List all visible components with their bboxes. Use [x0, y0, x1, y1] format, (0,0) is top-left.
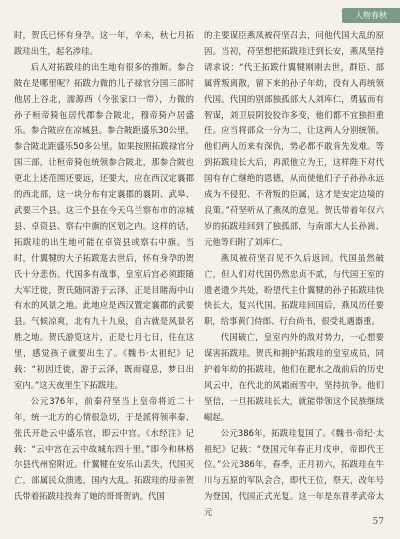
right-column	[204, 28, 384, 518]
article-body	[14, 28, 384, 518]
paragraph: 公元376年，前秦苻坚当上皇帝将近二十年，统一北方的心情很急切，于是派将领率秦、张氏开赴云中盛乐宫，即云中宫。《水经注》记载：“云中宫在云中故城东四十里。”即今和林格尔县代州窑附近。什翼犍在安乐山丢失，代国灭亡，部属民众溃逃，国内大乱。拓跋珪的母亲贺氏带着拓跋珪投奔了她的哥哥贺讷。代国	[14, 395, 194, 502]
paragraph: 时，贺氏已怀有身孕。这一年，辛未，秋七月拓跋珪出生，起名涉珪。	[14, 30, 194, 56]
section-tab: 人物春秋	[342, 8, 400, 23]
paragraph: 公元386年，拓跋珪复国了。《魏书·帝纪·太祖纪》记载：“登国元年春正月戊申，帝即代王位。”公元386年，春季，正月初六，拓跋珪在牛川与五原的军队会合，即代王位，祭天，改年号为登国，代国正式光复。这一年是东晋孝武帝太元	[204, 427, 384, 518]
paragraph: 燕凤被苻坚召见不久后返回。代国虽然破亡，但人们对代国仍然忠贞不贰，与代国王室的遗老遗少共处，盼望代主什翼犍的孙子拓跋珪快快长大，复兴代国。拓跋珪回国后，燕凤历任要职，给事黄门侍郎、行台尚书，很受礼遇器重。	[204, 252, 384, 327]
paragraph: 的主要谋臣燕凤被苻坚召去，问他代国大乱的原因。当初，苻坚想把拓跋珪迁到长安，燕凤坚持请求说：“代王拓跋什翼犍刚刚去世，群臣、部属背叛离散，留下来的孙子年幼，没有人再统领代国。代国的别部独孤部大人刘库仁，勇猛而有智谋，刘卫辰阴狡狡诈多变，他们都不宜独担重任。应当将部众一分为二，让这两人分别统领。他们两人历来有深仇，势必都不敢肯先发难。等到拓跋珪长大后，再派他立为王，这样陛下对代国有存亡继绝的恩德，从而使他们子子孙孙永远成为不侵犯、不背叛的臣属，这才是安定边境的良策。”苻坚听从了燕凤的意见。贺氏带着年仅六岁的拓跋珪回到了独孤部，与南部大人长孙嵩、元他等归附了刘库仁。	[204, 30, 384, 247]
paragraph: 代国破亡，皇室内外的敌对势力，一心想要谋害拓跋珪。贺氏和拥护拓跋珪的皇室成员，同护着年幼的拓跋珪，他们在淝水之战前后的历史风云中，在代北的风霜雨雪中，坚持抗争。他们坚信，一旦拓跋珪长大，就能带领这个民族继续崛起。	[204, 332, 384, 422]
paragraph: 后人对拓跋珪的出生地有很多的推断。参合陂在是哪里呢？拓跋力微的儿子禄官分国三部时他居上谷北，濡源西（今张家口一带），力微的孙子桓帝猗㐌居代郡参合陂北，穆帝猗卢居盛乐。参合陂应在凉城县。参合陂距盛乐30公里，参合陂北距盛乐50多公里。如果按照拓跋禄官分国三部，让桓帝猗㐌统领参合陂北，那参合陂也更北上述范围还要远，还要大，应在西汉定襄郡的西北部，这一块分布有定襄郡的襄阴、武皋、武要三个县。这三个县在今天乌兰察布市的凉城县、卓资县、察右中旗的区划之内。这样的话，拓跋珪的出生地可能在卓资县或察右中旗。当时，什翼犍的大子拓跋寔去世后，怀有身孕的贺氏十分悲伤。代国多有战事，皇室后宫必须跟随大军迁徙，贺氏随同游于云泽，正是目睹海中山有水的风景之地。此地应是西汉置定襄郡的武要县。气候凉爽，北有九十九泉，自古就是风景名胜之地。贺氏游览这片，正是七月七日，住在这里，感觉孩子就要出生了。《魏书·太祖纪》记载：“初因迁徙，游于云泽，既而寝息，梦日出室内。”这天夜里生下拓跋珪。	[14, 61, 194, 390]
page-number: 57	[372, 517, 384, 527]
left-column	[14, 28, 194, 506]
